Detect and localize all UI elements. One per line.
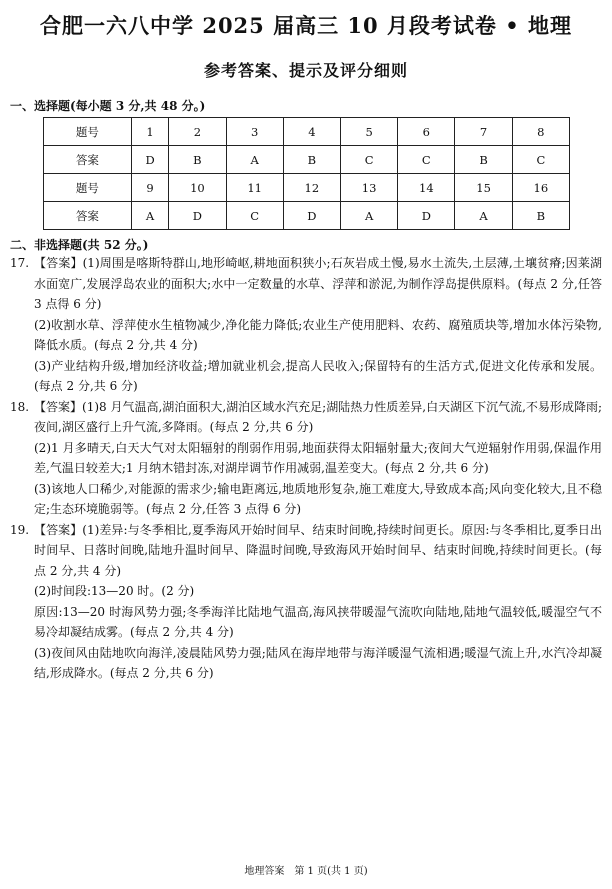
table-cell: C <box>340 146 397 174</box>
table-cell: A <box>131 202 168 230</box>
answer-paragraph: (2)1 月多晴天,白天大气对太阳辐射的削弱作用弱,地面获得太阳辐射量大;夜间大气逆辐射作用弱,保温作用差,气温日较差大;1 月纳木错封冻,对湖岸调节作用减弱,温差变大。(每点 2 分,共 6 分) <box>34 440 602 475</box>
document-title: 合肥一六八中学 2025 届高三 10 月段考试卷 • 地理 <box>40 13 572 38</box>
question-18 <box>10 397 602 520</box>
question-content <box>34 520 602 684</box>
answer-paragraph: 【答案】(1)8 月气温高,湖泊面积大,湖泊区域水汽充足;湖陆热力性质差异,白天湖区下沉气流,不易形成降雨;夜间,湖区盛行上升气流,多降雨。(每点 2 分,共 6 分) <box>34 399 602 434</box>
section-heading-choice: 一、选择题(每小题 3 分,共 48 分。) <box>10 99 206 113</box>
table-cell: B <box>512 202 569 230</box>
answer-paragraph: (3)产业结构升级,增加经济收益;增加就业机会,提高人民收入;保留特有的生活方式,促进文化传承和发展。(每点 2 分,共 6 分) <box>34 358 602 393</box>
table-cell: 2 <box>169 118 226 146</box>
table-cell: C <box>226 202 283 230</box>
table-cell: B <box>455 146 512 174</box>
table-cell: 题号 <box>44 118 132 146</box>
table-cell: 6 <box>398 118 455 146</box>
document-subtitle: 参考答案、提示及评分细则 <box>203 61 408 80</box>
question-number: 19. <box>10 522 30 537</box>
table-cell: A <box>340 202 397 230</box>
answers-body <box>10 253 602 684</box>
table-cell: 1 <box>131 118 168 146</box>
table-cell: 14 <box>398 174 455 202</box>
table-cell: 10 <box>169 174 226 202</box>
table-cell: 题号 <box>44 174 132 202</box>
table-row <box>44 146 570 174</box>
table-cell: D <box>131 146 168 174</box>
table-cell: 答案 <box>44 146 132 174</box>
table-cell: 16 <box>512 174 569 202</box>
table-row <box>44 202 570 230</box>
question-content <box>34 397 602 520</box>
question-17 <box>10 253 602 397</box>
answer-paragraph: 原因:13—20 时海风势力强;冬季海洋比陆地气温高,海风挟带暖湿气流吹向陆地,陆地气温较低,暖湿空气不易冷却凝结成雾。(每点 2 分,共 4 分) <box>34 604 602 639</box>
table-cell: B <box>283 146 340 174</box>
table-cell: C <box>398 146 455 174</box>
table-cell: 4 <box>283 118 340 146</box>
table-row <box>44 174 570 202</box>
table-cell: 12 <box>283 174 340 202</box>
table-cell: 7 <box>455 118 512 146</box>
question-content <box>34 253 602 397</box>
question-number: 18. <box>10 399 30 414</box>
table-cell: D <box>283 202 340 230</box>
table-cell: 13 <box>340 174 397 202</box>
answer-paragraph: (2)收割水草、浮萍使水生植物减少,净化能力降低;农业生产使用肥料、农药、腐殖质块等,增加水体污染物,降低水质。(每点 2 分,共 4 分) <box>34 317 602 352</box>
table-cell: B <box>169 146 226 174</box>
answer-paragraph: 【答案】(1)差异:与冬季相比,夏季海风开始时间早、结束时间晚,持续时间更长。原因:与冬季相比,夏季日出时间早、日落时间晚,陆地升温时间早、降温时间晚,导致海风开始时间早、结束时间晚,持续时间更长。(每点 2 分,共 4 分) <box>34 522 602 578</box>
answer-paragraph: (2)时间段:13—20 时。(2 分) <box>34 584 195 598</box>
table-cell: 11 <box>226 174 283 202</box>
table-cell: 15 <box>455 174 512 202</box>
section-heading-nonchoice: 二、非选择题(共 52 分。) <box>10 238 149 252</box>
table-cell: 9 <box>131 174 168 202</box>
answer-table <box>43 117 570 230</box>
answer-paragraph: (3)夜间风由陆地吹向海洋,凌晨陆风势力强;陆风在海岸地带与海洋暖湿气流相遇;暖湿气流上升,水汽冷却凝结,形成降水。(每点 2 分,共 6 分) <box>34 645 602 680</box>
page-footer: 地理答案 第 1 页(共 1 页) <box>244 866 368 877</box>
table-row <box>44 118 570 146</box>
question-number: 17. <box>10 256 30 270</box>
answer-paragraph: 【答案】(1)周围是喀斯特群山,地形崎岖,耕地面积狭小;石灰岩成土慢,易水土流失,土层薄,土壤贫瘠;因莱湖水面宽广,发展浮岛农业的面积大;水中一定数量的水草、浮萍和淤泥,为制作浮岛提供原料。(每点 2 分,任答 3 点得 6 分) <box>34 256 602 311</box>
table-cell: A <box>455 202 512 230</box>
question-19 <box>10 520 602 684</box>
answer-paragraph: (3)该地人口稀少,对能源的需求少;输电距离远,地质地形复杂,施工难度大,导致成本高;风向变化较大,且不稳定;生态环境脆弱等。(每点 2 分,任答 3 点得 6 分) <box>34 481 602 516</box>
table-cell: 8 <box>512 118 569 146</box>
table-cell: 答案 <box>44 202 132 230</box>
table-cell: D <box>169 202 226 230</box>
table-cell: D <box>398 202 455 230</box>
table-cell: A <box>226 146 283 174</box>
table-cell: C <box>512 146 569 174</box>
table-cell: 5 <box>340 118 397 146</box>
table-cell: 3 <box>226 118 283 146</box>
